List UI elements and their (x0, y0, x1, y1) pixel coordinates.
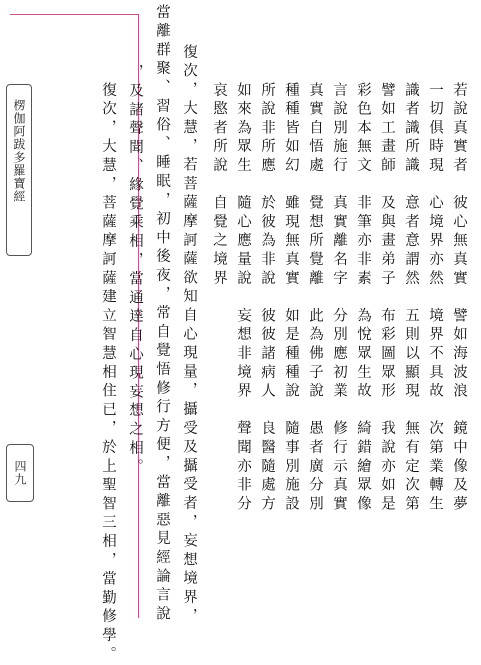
page-number: 四九 (13, 460, 27, 486)
text-column-8: 種種皆如幻 雖現無真實 如是種種說 隨事別施設 (283, 82, 299, 515)
text-column-1: 若說真實者 彼心無真實 譬如海波浪 鏡中像及夢 (451, 82, 467, 515)
text-column-7: 真實自悟處 覺想所覺離 此為佛子說 愚者廣分別 (307, 82, 323, 515)
text-column-3: 識者識所識 意者意謂然 五則以顯現 無有定次第 (403, 82, 419, 515)
text-column-6: 言說別施行 真實離名字 分別應初業 修行示真實 (331, 82, 347, 515)
text-column-4: 譬如工畫師 及與畫弟子 布彩圖眾形 我說亦如是 (379, 82, 395, 515)
text-column-10: 如來為眾生 隨心應量說 妄想非境界 聲聞亦非分 (235, 82, 251, 515)
text-column-5: 彩色本無文 非筆亦非素 為悅眾生故 綺錯繪眾像 (355, 82, 371, 515)
text-column-2: 一切俱時現 心境界亦然 境界不具故 次第業轉生 (427, 82, 443, 515)
text-column-15: 復次，大慧，菩薩摩訶薩建立智慧相住已，於上聖智三相，當勤修學。 (100, 82, 116, 665)
text-column-12: 復次，大慧，若菩薩摩訶薩欲知自心現量，攝受及攝受者，妄想境界， (181, 44, 197, 627)
text-column-13: 當離群聚、習俗、睡眠，初中後夜，常自覺悟修行方便，當離惡見經論言說 (154, 4, 170, 625)
text-column-11: 哀愍者所說 自覺之境界 (211, 82, 227, 289)
text-column-9: 所說非所應 於彼為非說 彼彼諸病人 良醫隨處方 (259, 82, 275, 515)
page-number-box (6, 444, 34, 502)
sutra-title-box (6, 84, 32, 256)
text-column-14: ，及諸聲聞、緣覺乘相，當通達自心現妄想之相。 (127, 64, 143, 478)
frame-top-line (10, 14, 138, 15)
sutra-title: 楞伽阿跋多羅寶經 (12, 99, 26, 203)
